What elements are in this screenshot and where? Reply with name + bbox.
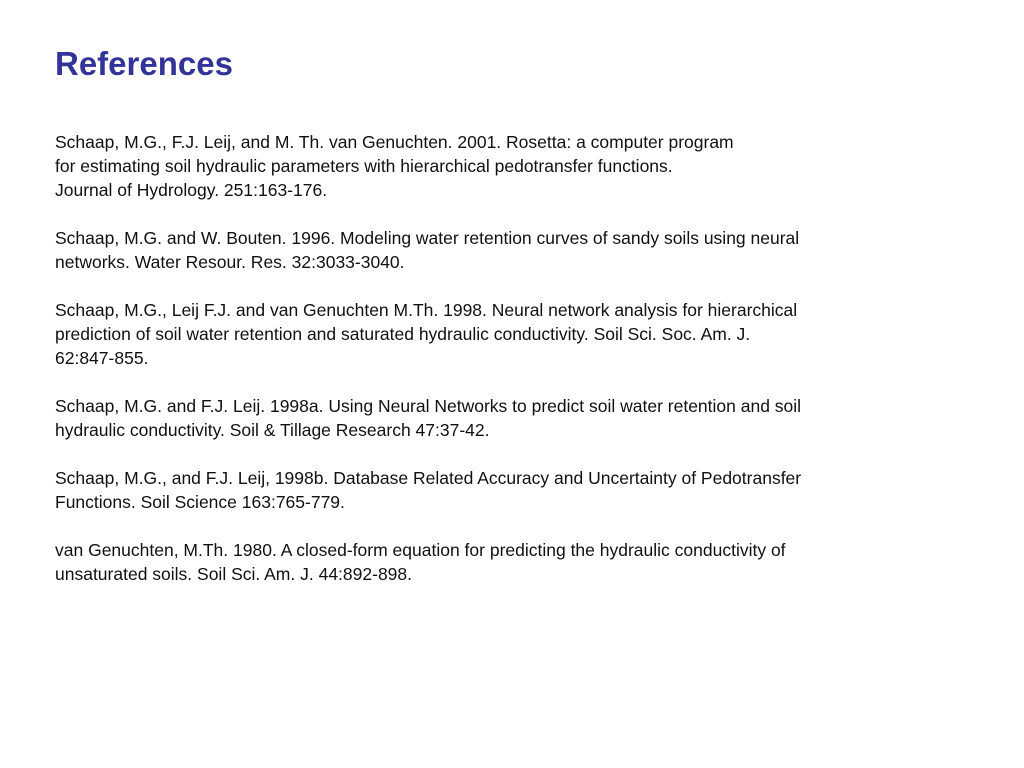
reference-item xyxy=(55,394,995,442)
reference-item xyxy=(55,298,995,370)
reference-line: unsaturated soils. Soil Sci. Am. J. 44:892-898. xyxy=(55,564,412,584)
reference-line: Schaap, M.G., Leij F.J. and van Genuchten M.Th. 1998. Neural network analysis for hierarchical xyxy=(55,300,798,320)
reference-line: Schaap, M.G. and W. Bouten. 1996. Modeling water retention curves of sandy soils using neural xyxy=(55,228,800,248)
reference-line: prediction of soil water retention and saturated hydraulic conductivity. Soil Sci. Soc. Am. J. xyxy=(55,324,751,344)
reference-line: for estimating soil hydraulic parameters with hierarchical pedotransfer functions. xyxy=(55,156,673,176)
reference-line: Schaap, M.G., F.J. Leij, and M. Th. van Genuchten. 2001. Rosetta: a computer program xyxy=(55,132,734,152)
reference-item xyxy=(55,538,995,586)
reference-line: van Genuchten, M.Th. 1980. A closed-form equation for predicting the hydraulic conductivity of xyxy=(55,540,786,560)
reference-line: hydraulic conductivity. Soil & Tillage Research 47:37-42. xyxy=(55,420,490,440)
reference-line: Schaap, M.G., and F.J. Leij, 1998b. Database Related Accuracy and Uncertainty of Pedotransfer xyxy=(55,468,802,488)
reference-line: networks. Water Resour. Res. 32:3033-3040. xyxy=(55,252,405,272)
reference-list xyxy=(55,130,995,610)
reference-line: Schaap, M.G. and F.J. Leij. 1998a. Using Neural Networks to predict soil water retention and soil xyxy=(55,396,802,416)
reference-line: Journal of Hydrology. 251:163-176. xyxy=(55,180,328,200)
reference-line: 62:847-855. xyxy=(55,348,149,368)
reference-item xyxy=(55,226,995,274)
page-title: References xyxy=(55,45,233,82)
reference-item xyxy=(55,466,995,514)
reference-item xyxy=(55,130,995,202)
reference-line: Functions. Soil Science 163:765-779. xyxy=(55,492,345,512)
